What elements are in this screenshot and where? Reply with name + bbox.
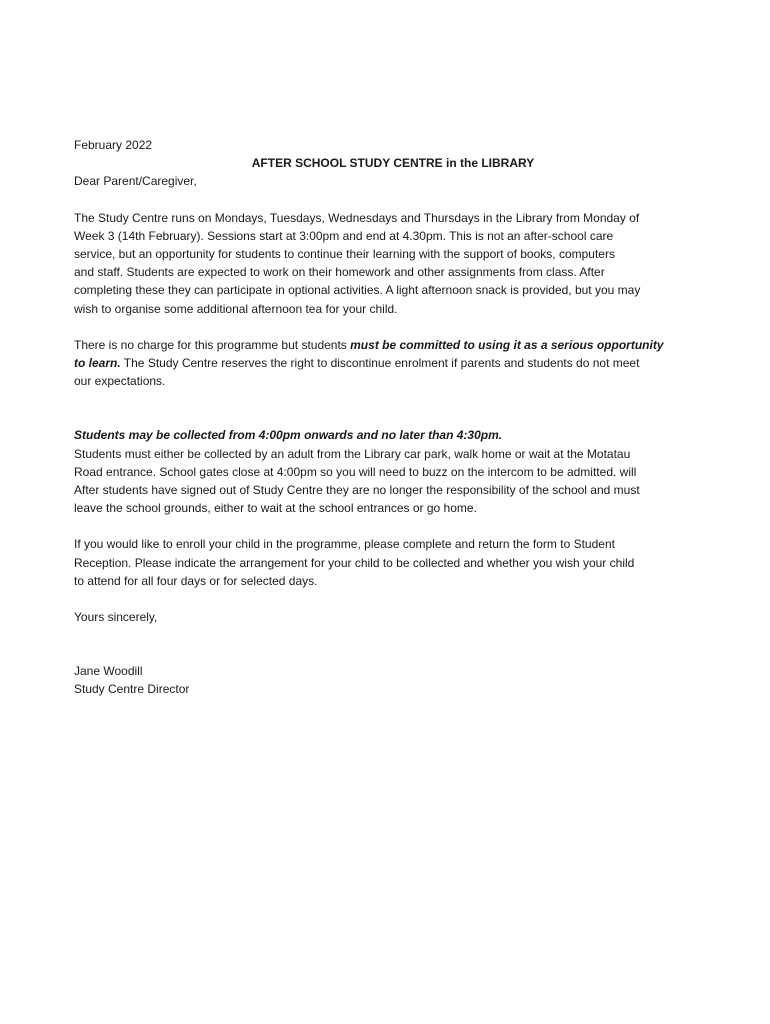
signature-title: Study Centre Director bbox=[74, 682, 190, 697]
salutation: Dear Parent/Caregiver, bbox=[74, 174, 197, 189]
letter-body bbox=[74, 136, 700, 699]
spacer bbox=[74, 191, 700, 209]
paragraph-line bbox=[74, 336, 700, 354]
letter-date: February 2022 bbox=[74, 138, 153, 152]
spacer bbox=[74, 517, 700, 535]
paragraph-collection bbox=[74, 426, 700, 517]
spacer bbox=[74, 590, 700, 608]
paragraph-line: wish to organise some additional afternoon tea for your child. bbox=[74, 301, 398, 316]
spacer bbox=[74, 626, 700, 662]
paragraph-text: There is no charge for this programme but students bbox=[74, 337, 351, 352]
paragraph-line: Reception. Please indicate the arrangement for your child to be collected and whether you wish your child bbox=[74, 555, 635, 570]
collection-heading: Students may be collected from 4:00pm onwards and no later than 4:30pm. bbox=[74, 428, 503, 443]
emphasis-text: to learn. bbox=[74, 356, 121, 371]
paragraph-line: Week 3 (14th February). Sessions start at 3:00pm and end at 4.30pm. This is not an after-school care bbox=[74, 228, 614, 243]
paragraph-enrolment bbox=[74, 535, 700, 590]
spacer bbox=[74, 390, 700, 426]
paragraph-line: leave the school grounds, either to wait at the school entrances or go home. bbox=[74, 501, 477, 516]
signature-name: Jane Woodill bbox=[74, 664, 143, 679]
paragraph-line: our expectations. bbox=[74, 374, 166, 389]
paragraph-commitment bbox=[74, 336, 700, 391]
paragraph-text: The Study Centre reserves the right to discontinue enrolment if parents and students do not meet bbox=[120, 356, 640, 371]
paragraph-line: The Study Centre runs on Mondays, Tuesdays, Wednesdays and Thursdays in the Library from Monday of bbox=[74, 210, 640, 225]
paragraph-line: Students must either be collected by an adult from the Library car park, walk home or wait at the Motatau bbox=[74, 446, 631, 461]
paragraph-line: Road entrance. School gates close at 4:00pm so you will need to buzz on the intercom to be admitted. will bbox=[74, 464, 637, 479]
letter-title: AFTER SCHOOL STUDY CENTRE in the LIBRARY bbox=[251, 156, 535, 171]
spacer bbox=[74, 318, 700, 336]
paragraph-schedule bbox=[74, 209, 700, 318]
paragraph-line: After students have signed out of Study Centre they are no longer the responsibility of the school and must bbox=[74, 483, 640, 498]
paragraph-line: service, but an opportunity for students to continue their learning with the support of books, computers bbox=[74, 247, 615, 262]
paragraph-line: to attend for all four days or for selected days. bbox=[74, 573, 318, 588]
paragraph-line: and staff. Students are expected to work on their homework and other assignments from class. After bbox=[74, 265, 605, 280]
paragraph-line bbox=[74, 354, 700, 372]
paragraph-line: completing these they can participate in optional activities. A light afternoon snack is provided, but you may bbox=[74, 283, 641, 298]
paragraph-line: If you would like to enroll your child in the programme, please complete and return the form to Student bbox=[74, 537, 615, 552]
emphasis-text: must be committed to using it as a serious opportunity bbox=[350, 337, 664, 352]
closing: Yours sincerely, bbox=[74, 610, 158, 625]
